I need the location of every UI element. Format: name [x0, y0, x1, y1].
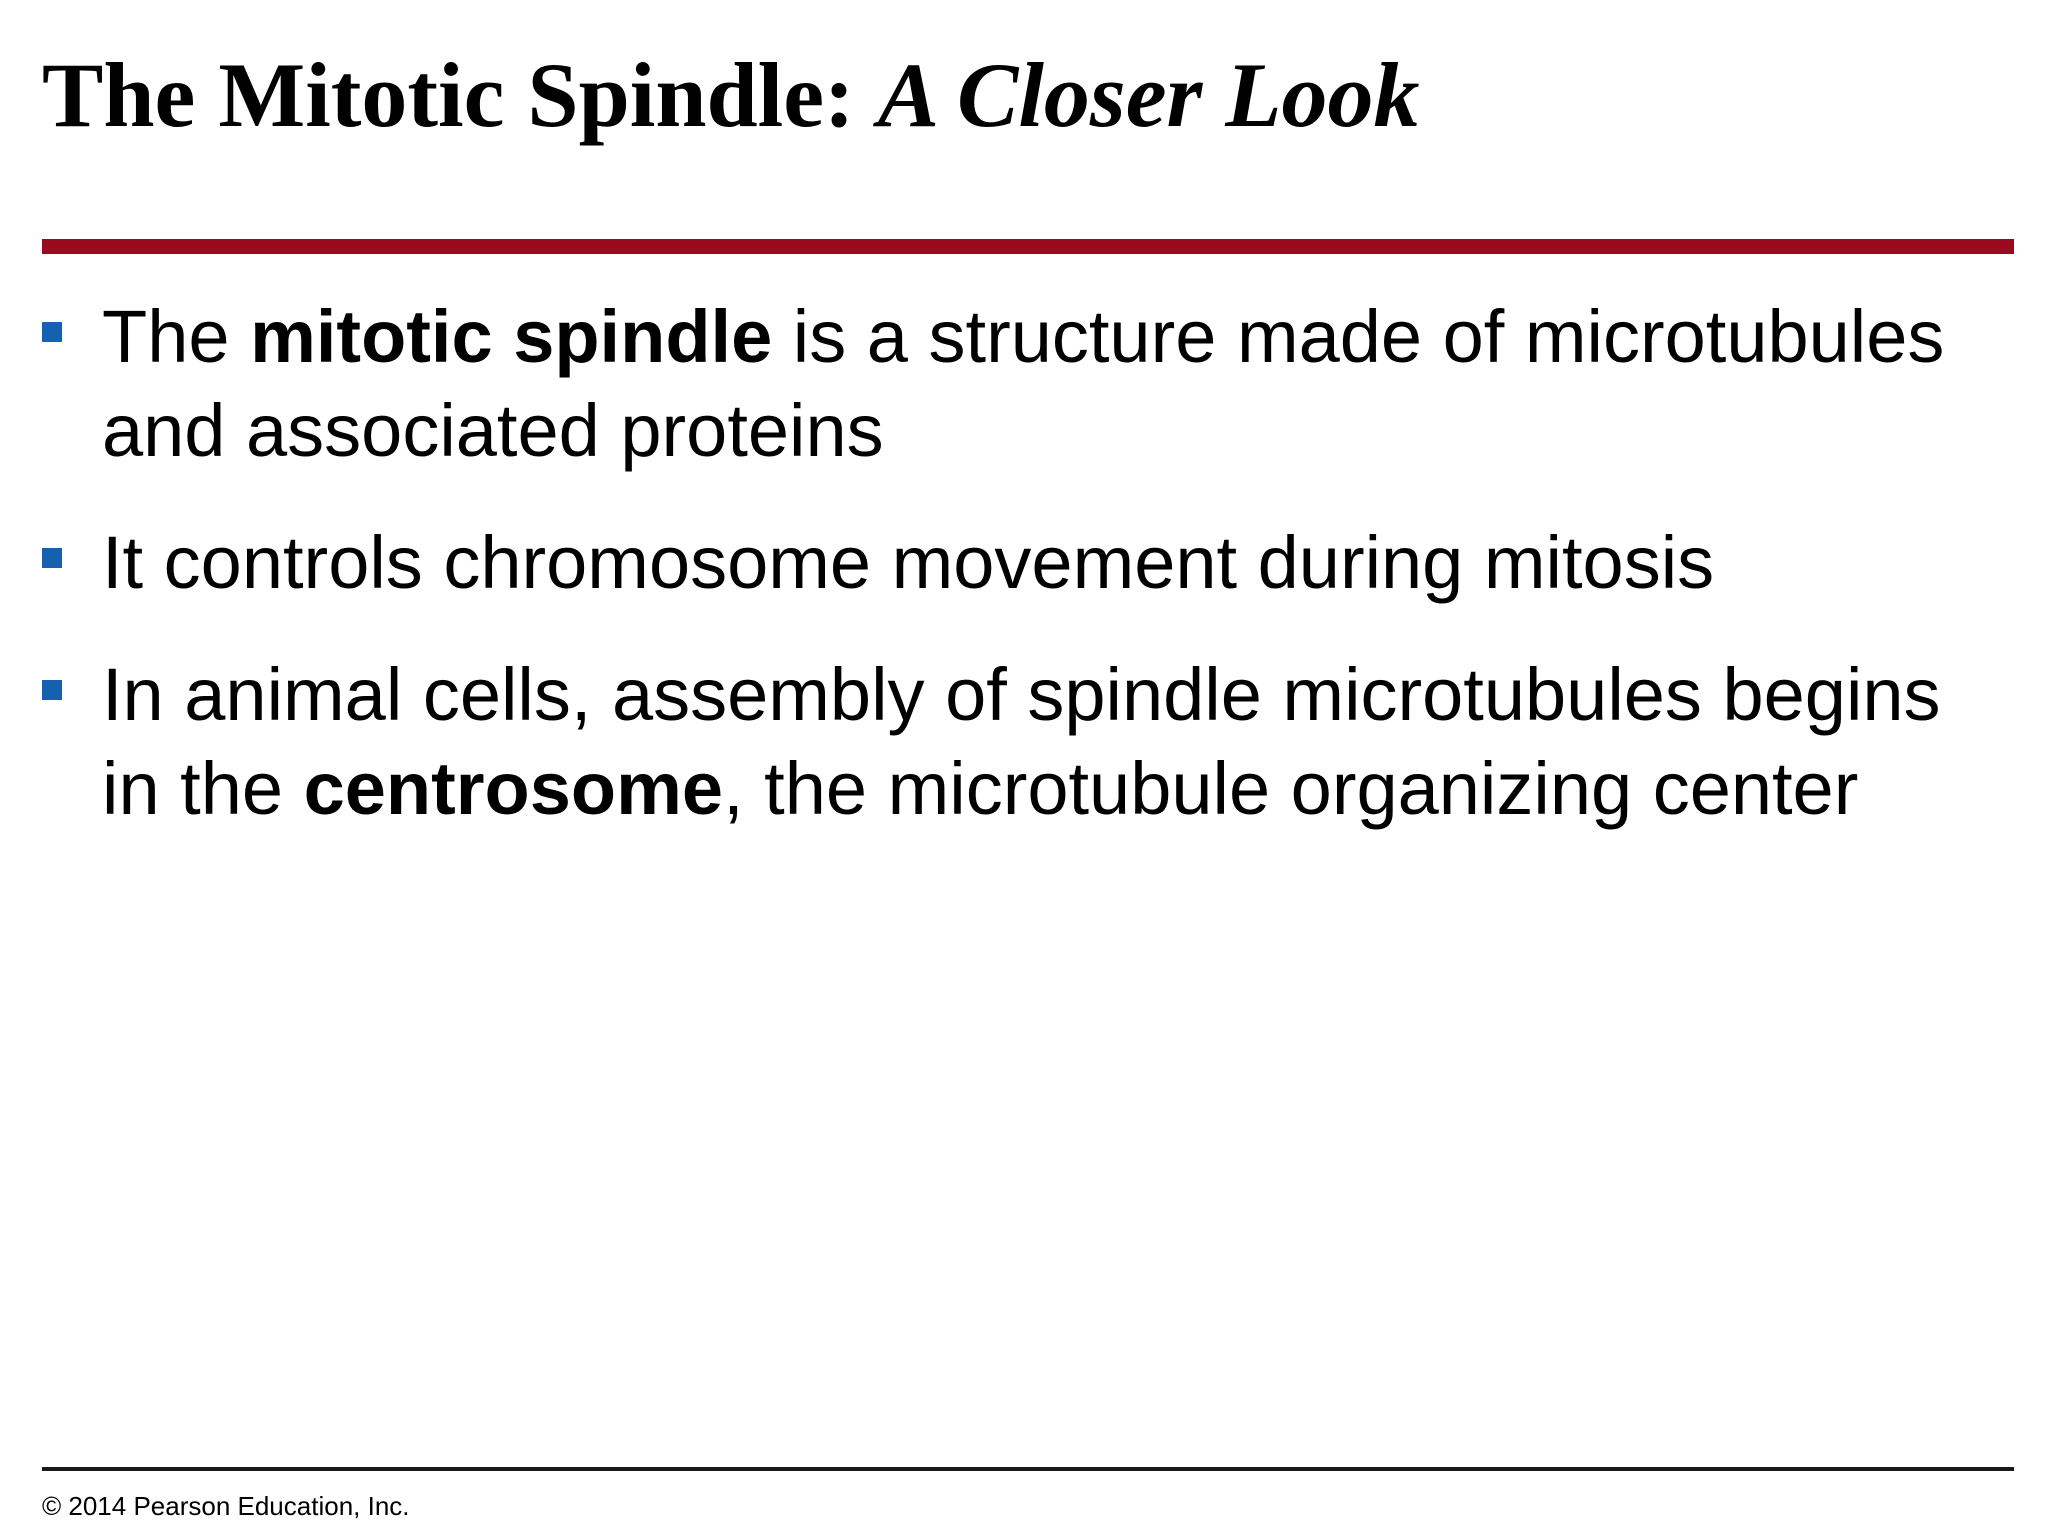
square-bullet-icon: [42, 322, 62, 342]
square-bullet-icon: [42, 548, 62, 568]
bullet-text: It controls chromosome movement during mitosis: [102, 521, 1715, 604]
bullet-text-after: is a structure made of microtubules and associated proteins: [102, 295, 1945, 472]
bullet-text-before: The: [102, 295, 251, 378]
bullet-item-centrosome: [42, 648, 2002, 836]
bullet-term-mitotic-spindle: mitotic spindle: [250, 295, 773, 378]
bullet-term-centrosome: centrosome: [303, 747, 724, 830]
bullet-text-before: In animal cells, assembly of spindle microtubules begins in the: [102, 653, 1941, 830]
copyright-notice: © 2014 Pearson Education, Inc.: [42, 1491, 410, 1521]
slide-title: [42, 40, 1420, 150]
bullet-text-after: , the microtubule organizing center: [723, 747, 1859, 830]
square-bullet-icon: [42, 680, 62, 700]
title-divider: [42, 239, 2014, 254]
slide-title-subtitle: A Closer Look: [877, 44, 1420, 146]
footer-divider: [42, 1467, 2014, 1471]
bullet-item-mitotic-spindle: [42, 290, 2002, 478]
bullet-list: [42, 290, 2002, 874]
slide-title-main: The Mitotic Spindle:: [42, 44, 878, 146]
bullet-item-chromosome-movement: [42, 516, 2002, 610]
